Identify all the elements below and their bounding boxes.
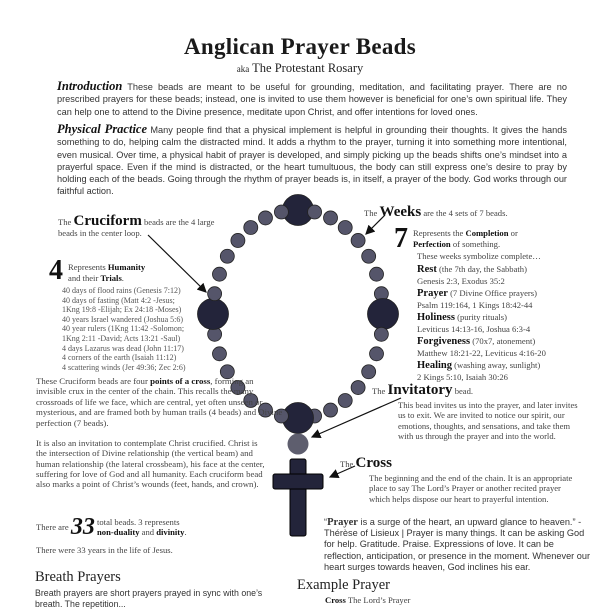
number-7: 7 xyxy=(394,223,408,254)
cruciform-paragraph-2: It is also an invitation to contemplate Christ crucified. Christ is the intersection of Divine relationship (the vertical beam) and human relationship (the lateral crossbeam), his face at the center, suffering for love of God and all humanity. Each cruciform bead also marks a point of Christ’s wounds (feet, hands, and crown). xyxy=(36,438,265,490)
cruciform-list-item: 40 years Israel wandered (Joshua 5:6) xyxy=(62,314,184,324)
cruciform-list-item: 40 year rulers (1Kng 11:42 -Solomon; xyxy=(62,324,185,334)
example-cross-line: Cross The Lord’s Prayer xyxy=(325,595,411,605)
week-item xyxy=(417,311,597,335)
week-bead xyxy=(324,403,338,417)
weeks-intro: These weeks symbolize complete… xyxy=(417,251,541,261)
week-item-refs: Genesis 2:3, Exodus 35:2 xyxy=(417,276,505,286)
aka-label: aka xyxy=(236,64,250,74)
prayer-quote: “Prayer is a surge of the heart, an upward glance to heaven.” -Thérèse of Lisieux | Prayer is many things. It can be asking God for help. Gratitude. Praise. Expressions of love. It can be reflection, anticipation, or presence in the moment. Whenever our heart surges towards heaven, God inclines his ear. xyxy=(324,517,591,572)
intro-text: These beads are meant to be useful for grounding, meditation, and facilitating prayer. There are no prescribed prayers for these beads; instead, one is invited to use them however is beneficial for one’s own spiritual life. They can help one to attend to the Divine presence, meditate upon Christ, and offer intentions for loved ones. xyxy=(57,82,567,117)
cruciform-heading: The Cruciform beads are the 4 large beads in the center loop. xyxy=(58,213,215,238)
week-item-desc: (70x7, atonement) xyxy=(472,336,536,346)
week-bead xyxy=(338,393,352,407)
cruciform-paragraph-1: These Cruciform beads are four points of a cross, forming an invisible crux in the center of the chain. This recalls the many crossroads of life we face, which are central, yet often unseen or mysterious, and are framed both by human trails (4 beads) and Divine perfection (7 beads). xyxy=(36,376,283,428)
week-bead xyxy=(338,221,352,235)
week-bead xyxy=(362,249,376,263)
week-item-name: Healing xyxy=(417,360,453,371)
cruciform-list-item: 40 days of flood rains (Genesis 7:12) xyxy=(62,286,181,295)
week-bead xyxy=(374,327,388,341)
invitatory-arrow xyxy=(312,398,401,437)
week-item-refs: Psalm 119:164, 1 Kings 18:42-44 xyxy=(417,300,533,310)
week-bead xyxy=(351,381,365,395)
example-prayer-heading: Example Prayer xyxy=(297,577,391,593)
cruciform-name: Cruciform xyxy=(73,213,142,229)
cross-heading: The Cross xyxy=(340,455,392,471)
week-item xyxy=(417,287,597,311)
cruciform-list-item: 1Kng 19:8 -Elijah; Ex 24:18 -Moses) xyxy=(62,305,182,315)
completion-text: Represents the Completion or Perfection of something. xyxy=(413,228,518,249)
number-33: 33 xyxy=(70,514,95,540)
total-beads: There are 33 total beads. 3 represents non-duality and divinity. xyxy=(36,514,187,540)
week-bead xyxy=(212,267,226,281)
cross-crossbeam xyxy=(273,474,323,489)
week-bead xyxy=(362,365,376,379)
invitatory-heading: The Invitatory bead. xyxy=(372,382,474,398)
week-item-desc: (7 Divine Office prayers) xyxy=(450,288,537,298)
years-of-jesus: There were 33 years in the life of Jesus. xyxy=(36,545,173,555)
week-item-desc: (purity rituals) xyxy=(457,312,507,322)
invitatory-bead xyxy=(288,434,309,455)
week-item-name: Prayer xyxy=(417,288,448,299)
week-bead xyxy=(324,211,338,225)
cross-vertical-beam xyxy=(290,459,306,536)
week-item-refs: Leviticus 14:13-16, Joshua 6:3-4 xyxy=(417,324,531,334)
humanity-text: Represents Humanity and their Trials. xyxy=(68,262,146,283)
week-bead xyxy=(231,233,245,247)
week-bead xyxy=(244,221,258,235)
week-item xyxy=(417,335,597,359)
physical-label: Physical Practice xyxy=(57,122,148,136)
breath-prayers-heading: Breath Prayers xyxy=(35,569,121,585)
week-item-refs: Matthew 18:21-22, Leviticus 4:16-20 xyxy=(417,348,546,358)
week-item-desc: (washing away, sunlight) xyxy=(454,360,541,370)
intro-label: Introduction xyxy=(57,79,123,93)
week-bead xyxy=(220,249,234,263)
weeks-list xyxy=(417,263,597,383)
week-item xyxy=(417,263,597,287)
week-bead xyxy=(370,347,384,361)
week-bead xyxy=(274,205,288,219)
week-bead xyxy=(370,267,384,281)
week-item-name: Holiness xyxy=(417,312,455,323)
week-item-name: Forgiveness xyxy=(417,336,471,347)
week-item xyxy=(417,359,597,383)
cruciform-list-item: 40 days of fasting (Matt 4:2 -Jesus; xyxy=(62,295,175,305)
invitatory-text: This bead invites us into the prayer, and later invites us to exit. We are invited to notice our spirit, our emotions, thoughts, and sensations, and take them with us through the prayer and into the world. xyxy=(398,400,578,441)
week-bead xyxy=(351,233,365,247)
week-item-desc: (the 7th day, the Sabbath) xyxy=(438,264,527,274)
week-bead xyxy=(308,205,322,219)
number-4: 4 xyxy=(49,255,63,286)
cruciform-list-item: 1Kng 2:11 -David; Acts 13:21 -Saul) xyxy=(62,333,181,343)
page-title: Anglican Prayer Beads xyxy=(183,34,417,59)
breath-prayers-text: Breath prayers are short prayers prayed in sync with one’s breath. The repetition... xyxy=(35,588,263,609)
cross-text: The beginning and the end of the chain. It is an appropriate place to say The Lord’s Prayer or another recited prayer which helps dispose our heart to prayerful intention. xyxy=(369,473,573,504)
cruciform-list-item: 4 scattering winds (Jer 49:36; Zec 2:6) xyxy=(62,362,186,372)
week-bead xyxy=(258,211,272,225)
cruciform-bead xyxy=(368,299,399,330)
week-item-refs: 2 Kings 5:10, Isaiah 30:26 xyxy=(417,372,508,382)
weeks-heading: The Weeks are the 4 sets of 7 beads. xyxy=(364,204,508,220)
cruciform-list xyxy=(62,286,212,372)
subtitle-text: The Protestant Rosary xyxy=(252,61,364,75)
cruciform-list-item: 4 corners of the earth (Isaiah 11:12) xyxy=(62,353,177,363)
physical-text: Many people find that a physical implement is helpful in grounding their thoughts. It gives the hands something to do, helping calm the distracted mind. It adds a rhythm to the prayer, turning it into something more intentional, even musical. Over time, a physical habit of prayer is developed, and simply picking up the beads shifts one’s mindset into a prayerful space. Even if the mind is distracted, or the heart tumultuous, the body can still express one’s desire to pray by holding each of the beads. Going through the rhythm of prayer beads is, in itself, a prayer of the body. God works through our faithful action. xyxy=(57,125,567,197)
cruciform-list-item: 4 days Lazarus was dead (John 11:17) xyxy=(62,343,184,353)
week-item-name: Rest xyxy=(417,264,437,275)
week-bead xyxy=(212,347,226,361)
